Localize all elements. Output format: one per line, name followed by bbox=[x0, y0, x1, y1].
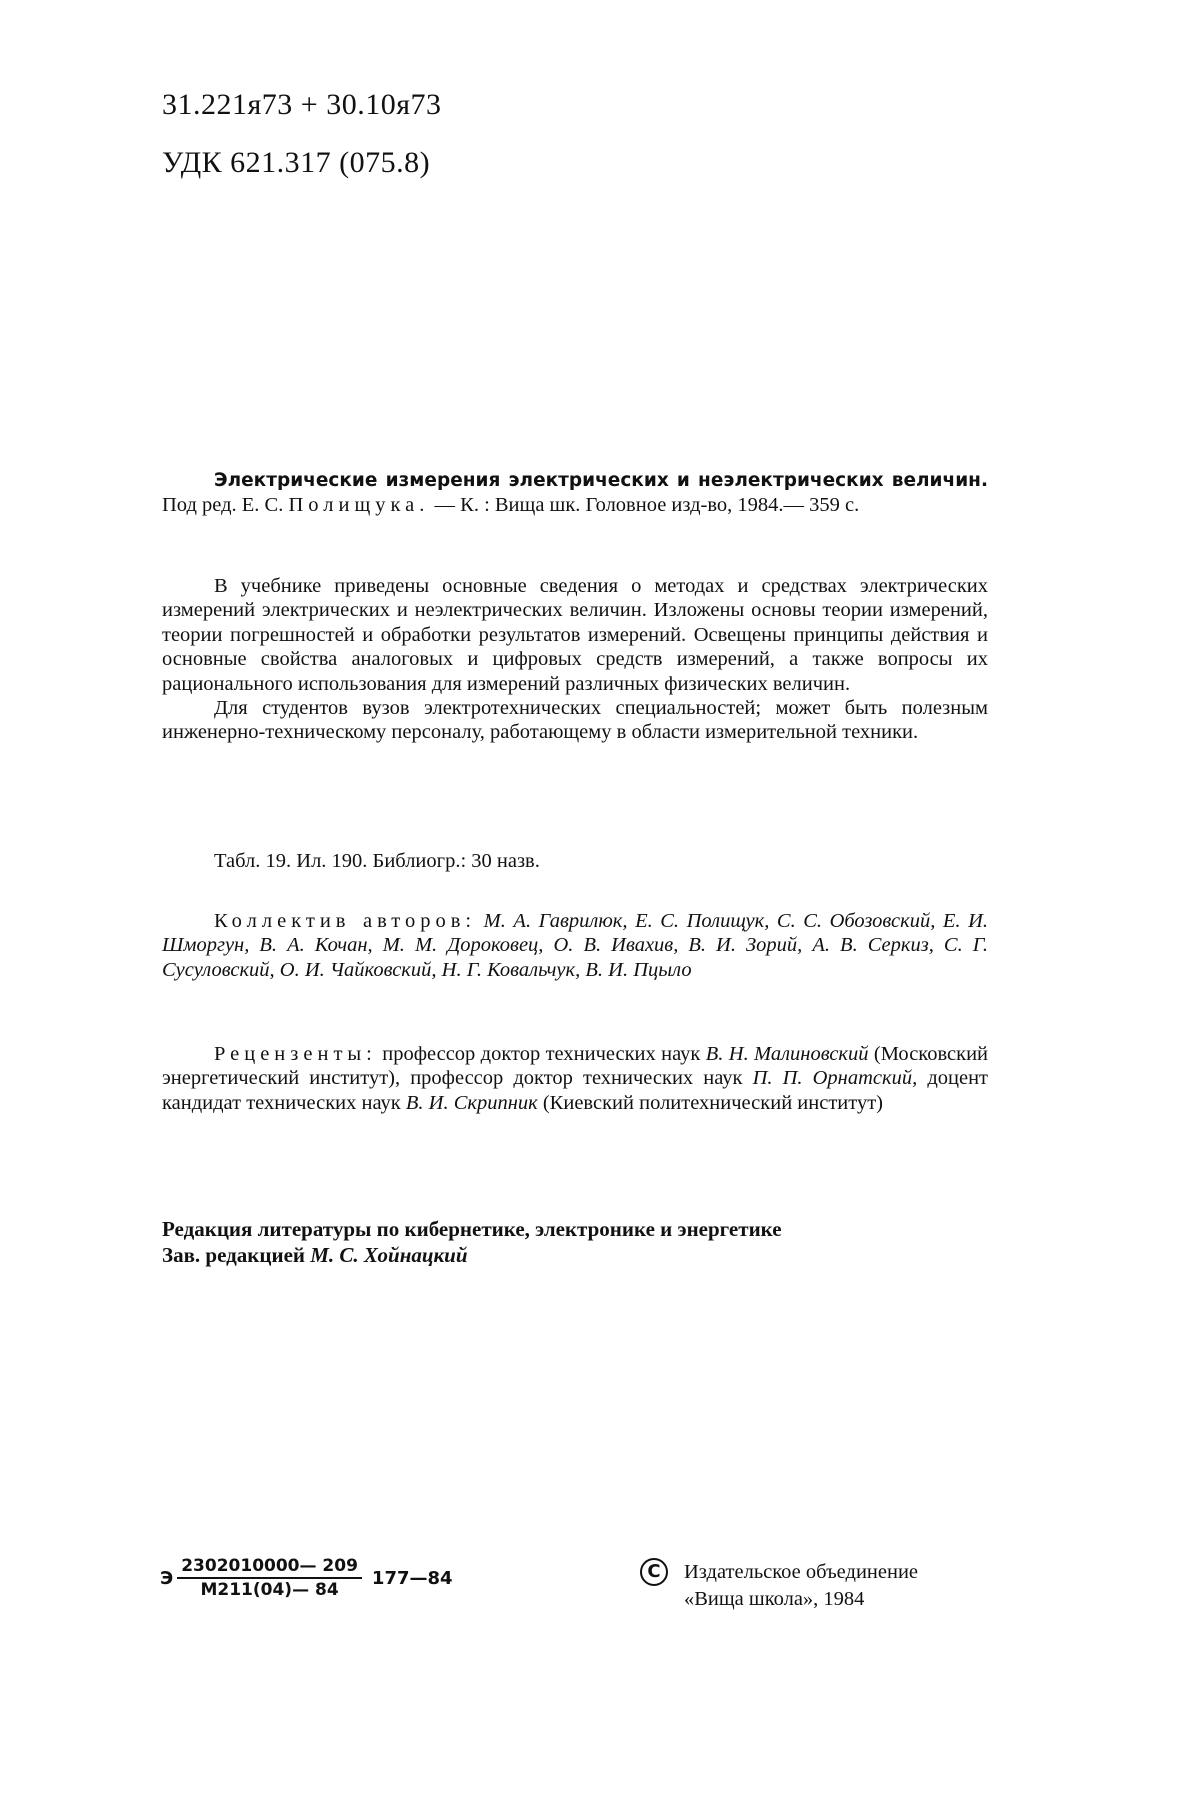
udk-code: УДК 621.317 (075.8) bbox=[162, 146, 431, 179]
reviewers-text-2: (Московский энергетический институт), профессор доктор технических наук bbox=[162, 1043, 989, 1090]
stats-line: Табл. 19. Ил. 190. Библиогр.: 30 назв. bbox=[214, 850, 540, 872]
book-title: Электрические измерения электрических и неэлектрических величин. bbox=[214, 470, 988, 491]
publisher-line-1: Издательское объединение bbox=[684, 1561, 919, 1583]
reviewer-name-3: В. И. Скрипник bbox=[405, 1091, 538, 1114]
authors-label: Коллектив авторов: bbox=[214, 910, 477, 932]
reviewers-block bbox=[162, 1042, 988, 1115]
reviewer-name-1: В. Н. Малиновский bbox=[705, 1043, 869, 1065]
editor-initials: Е. С. bbox=[241, 494, 284, 517]
bibliographic-description bbox=[162, 468, 988, 518]
bbk-code: 31.221я73 + 30.10я73 bbox=[162, 88, 442, 121]
editorial-block bbox=[162, 1216, 988, 1268]
editor-name: Полищука. bbox=[288, 494, 430, 517]
reviewers-text-4: (Киевский политехнический институт) bbox=[542, 1091, 883, 1114]
editorial-line-2-prefix: Зав. редакцией bbox=[162, 1243, 305, 1267]
reviewers-text-3: доцент кандидат технических наук bbox=[162, 1067, 989, 1114]
publisher-line-2: «Вища школа», 1984 bbox=[684, 1588, 865, 1610]
publication-details: — К. : Вища шк. Головное изд-во, 1984.— 359 с. bbox=[434, 494, 860, 517]
editorial-line-1: Редакция литературы по кибернетике, электронике и энергетике bbox=[162, 1217, 782, 1241]
abstract-paragraph-1: В учебнике приведены основные сведения о методах и средствах электрических измерений электрических и неэлектрических величин. Изложены основы теории измерений, теории погрешностей и обработки результатов измерений. Освещены принципы действия и основные свойства аналоговых и цифровых средств измерений, а также вопросы их рационального использования для измерений различных физических величин. bbox=[162, 575, 988, 695]
reviewers-label: Рецензенты: bbox=[214, 1043, 377, 1065]
authors-names: М. А. Гаврилюк, Е. С. Полищук, С. С. Обозовский, Е. И. Шморгун, В. А. Кочан, М. М. Дороковец, О. В. Ивахив, В. И. Зорий, А. В. Серкиз, С. Г. Сусуловский, О. И. Чайковский, Н. Г. Ковальчук, В. И. Пцыло bbox=[162, 910, 988, 981]
imprint-prefix: Э bbox=[160, 1567, 174, 1589]
copyright-icon: C bbox=[640, 1558, 668, 1586]
editorial-head-name: М. С. Хойнацкий bbox=[310, 1243, 468, 1267]
imprint-fraction bbox=[177, 1555, 362, 1601]
stats-block bbox=[162, 849, 988, 873]
reviewer-name-2: П. П. Орнатский, bbox=[752, 1067, 918, 1090]
imprint-denominator: М211(04)— 84 bbox=[177, 1577, 362, 1601]
imprint-numerator: 2302010000— 209 bbox=[181, 1556, 358, 1576]
imprint-code bbox=[160, 1555, 453, 1601]
editor-prefix: Под ред. bbox=[162, 494, 237, 517]
reviewers-text-1: профессор доктор технических наук bbox=[382, 1043, 701, 1065]
imprint-suffix: 177—84 bbox=[371, 1567, 453, 1589]
abstract-paragraph-2: Для студентов вузов электротехнических специальностей; может быть полезным инженерно-техническому персоналу, работающему в области измерительной техники. bbox=[162, 697, 988, 744]
abstract bbox=[162, 574, 988, 745]
publisher-block bbox=[640, 1558, 918, 1612]
authors-block bbox=[162, 909, 988, 982]
